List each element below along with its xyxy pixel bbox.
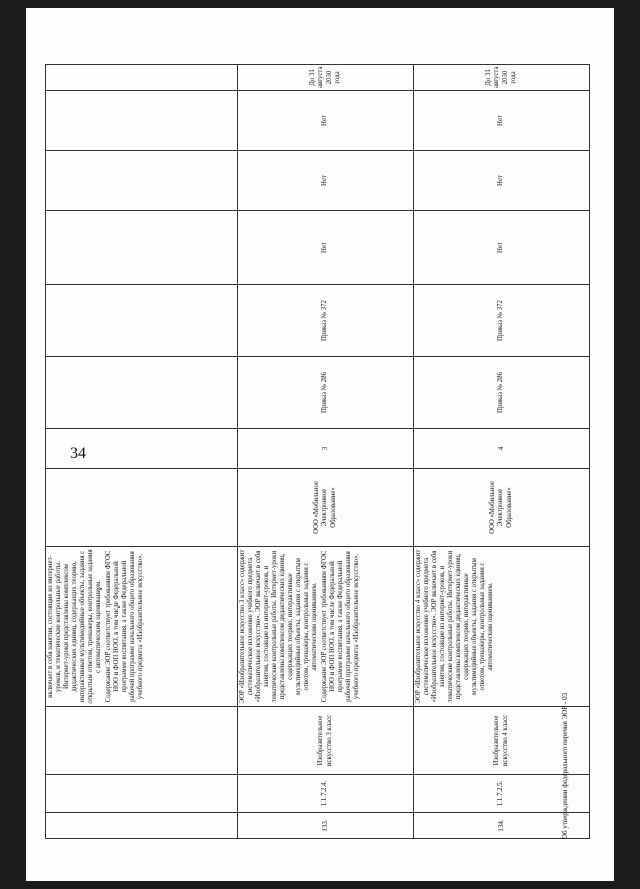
row-description: [46, 547, 238, 707]
row-subject-text: Изобразительное искусство 3 класс: [317, 714, 333, 767]
row-publisher: [414, 469, 590, 547]
footer-note: Об утверждении федерального перечня ЭОР - 03: [561, 692, 569, 839]
row-value-c-text: Нет: [497, 115, 505, 126]
page-number: 34: [70, 445, 86, 462]
row-value-b: [238, 151, 414, 211]
row-order-2-text: Приказ № 372: [321, 300, 329, 341]
row-value-b-text: Нет: [321, 175, 329, 186]
row-value-c: [414, 91, 590, 151]
rotated-landscape-page: [31, 0, 586, 853]
description-paragraph: включает в себя занятия, состоящие из интернет-уроков, и тематические контрольные работы. Интернет-уроки представлены комплексом дидактических единиц, содержащих теорию, интерактивные мультимедийные объекты, задания с открытым ответом, тренажеры, контрольные задания с автоматическим оцениванием.: [47, 549, 103, 704]
row-publisher-text: ООО «Мобильное Электронное Образование»: [313, 481, 337, 534]
row-value-a: [414, 211, 590, 285]
eor-registry-table: [45, 64, 590, 839]
row-number-text: 134.: [497, 819, 506, 832]
row-order-1: [46, 357, 238, 429]
row-deadline: [414, 65, 590, 91]
row-value-a-text: Нет: [321, 242, 329, 253]
row-publisher: [238, 469, 414, 547]
row-order-1: [238, 357, 414, 429]
row-item-number: [238, 429, 414, 469]
row-description: [238, 547, 414, 707]
row-order-2-text: Приказ № 372: [497, 300, 505, 341]
row-value-a-text: Нет: [497, 242, 505, 253]
row-subject-text: Изобразительное искусство 4 класс: [493, 714, 509, 767]
description-paragraph: ЭОР «Изобразительное искусство 3 класс» содержит систематическое изложение учебного предмета «Изобразительное искусство». ЭОР включает в себя занятия, состоящие из интернет-уроков, и тематические контрольные работы. Интернет-уроки представлены комплексом дидактических единиц, содержащих теорию, интерактивные мультимедийные объекты, задания с открытым ответом, тренажеры, контрольные задания с автоматическим оцениванием.: [239, 549, 319, 704]
table-row: [46, 65, 238, 839]
row-subject: [46, 707, 238, 775]
row-value-c: [46, 91, 238, 151]
row-order-2: [238, 285, 414, 357]
row-code-text: 1.1.7.2.4.: [321, 780, 329, 807]
row-subject: [238, 707, 414, 775]
row-order-1-text: Приказ № 286: [497, 372, 505, 413]
row-number: [46, 813, 238, 839]
row-value-a: [46, 211, 238, 285]
row-value-b: [414, 151, 590, 211]
row-item-number: [414, 429, 590, 469]
description-paragraph: Содержание ЭОР соответствует требованиям ФГОС НОО и ФОП НОО, в том числе Федеральной программе воспитания, а также Федеральной рабочей программе начального общего образования учебного предмета «Изобразительное искусство».: [105, 550, 145, 703]
row-publisher-text: ООО «Мобильное Электронное Образование»: [489, 481, 513, 534]
row-publisher: [46, 469, 238, 547]
description-paragraph: ЭОР «Изобразительное искусство 4 класс» содержит систематическое изложение учебного предмета «Изобразительное искусство». ЭОР включает в себя занятия, состоящие из интернет-уроков, и тематические контрольные работы. Интернет-уроки представлены комплексом дидактических единиц, содержащих теорию, интерактивные мультимедийные объекты, задания с открытым ответом, тренажеры, контрольные задания с автоматическим оцениванием.: [415, 549, 495, 704]
row-item-number-text: 3: [321, 446, 330, 451]
row-order-2: [414, 285, 590, 357]
table-row: [238, 65, 414, 839]
row-item-number-text: 4: [497, 446, 506, 451]
row-deadline-text: До 31 августа 2030 года: [309, 66, 341, 88]
row-value-c: [238, 91, 414, 151]
row-code: [46, 775, 238, 813]
row-value-a: [238, 211, 414, 285]
row-number-text: 133.: [321, 819, 330, 832]
row-deadline-text: До 31 августа 2030 года: [485, 66, 517, 88]
row-order-1: [414, 357, 590, 429]
row-value-b-text: Нет: [497, 175, 505, 186]
row-item-number: [46, 429, 238, 469]
description-paragraph: Содержание ЭОР соответствует требованиям ФГОС НОО и ФОП НОО, в том числе Федеральной программе воспитания, а также Федеральной рабочей программе начального общего образования учебного предмета «Изобразительное искусство».: [321, 550, 361, 703]
row-number: [238, 813, 414, 839]
row-deadline: [46, 65, 238, 91]
row-value-c-text: Нет: [321, 115, 329, 126]
row-value-b: [46, 151, 238, 211]
row-order-2: [46, 285, 238, 357]
row-code: [238, 775, 414, 813]
row-order-1-text: Приказ № 286: [321, 372, 329, 413]
row-code-text: 1.1.7.2.5.: [497, 780, 505, 807]
row-description: [414, 547, 590, 707]
row-deadline: [238, 65, 414, 91]
